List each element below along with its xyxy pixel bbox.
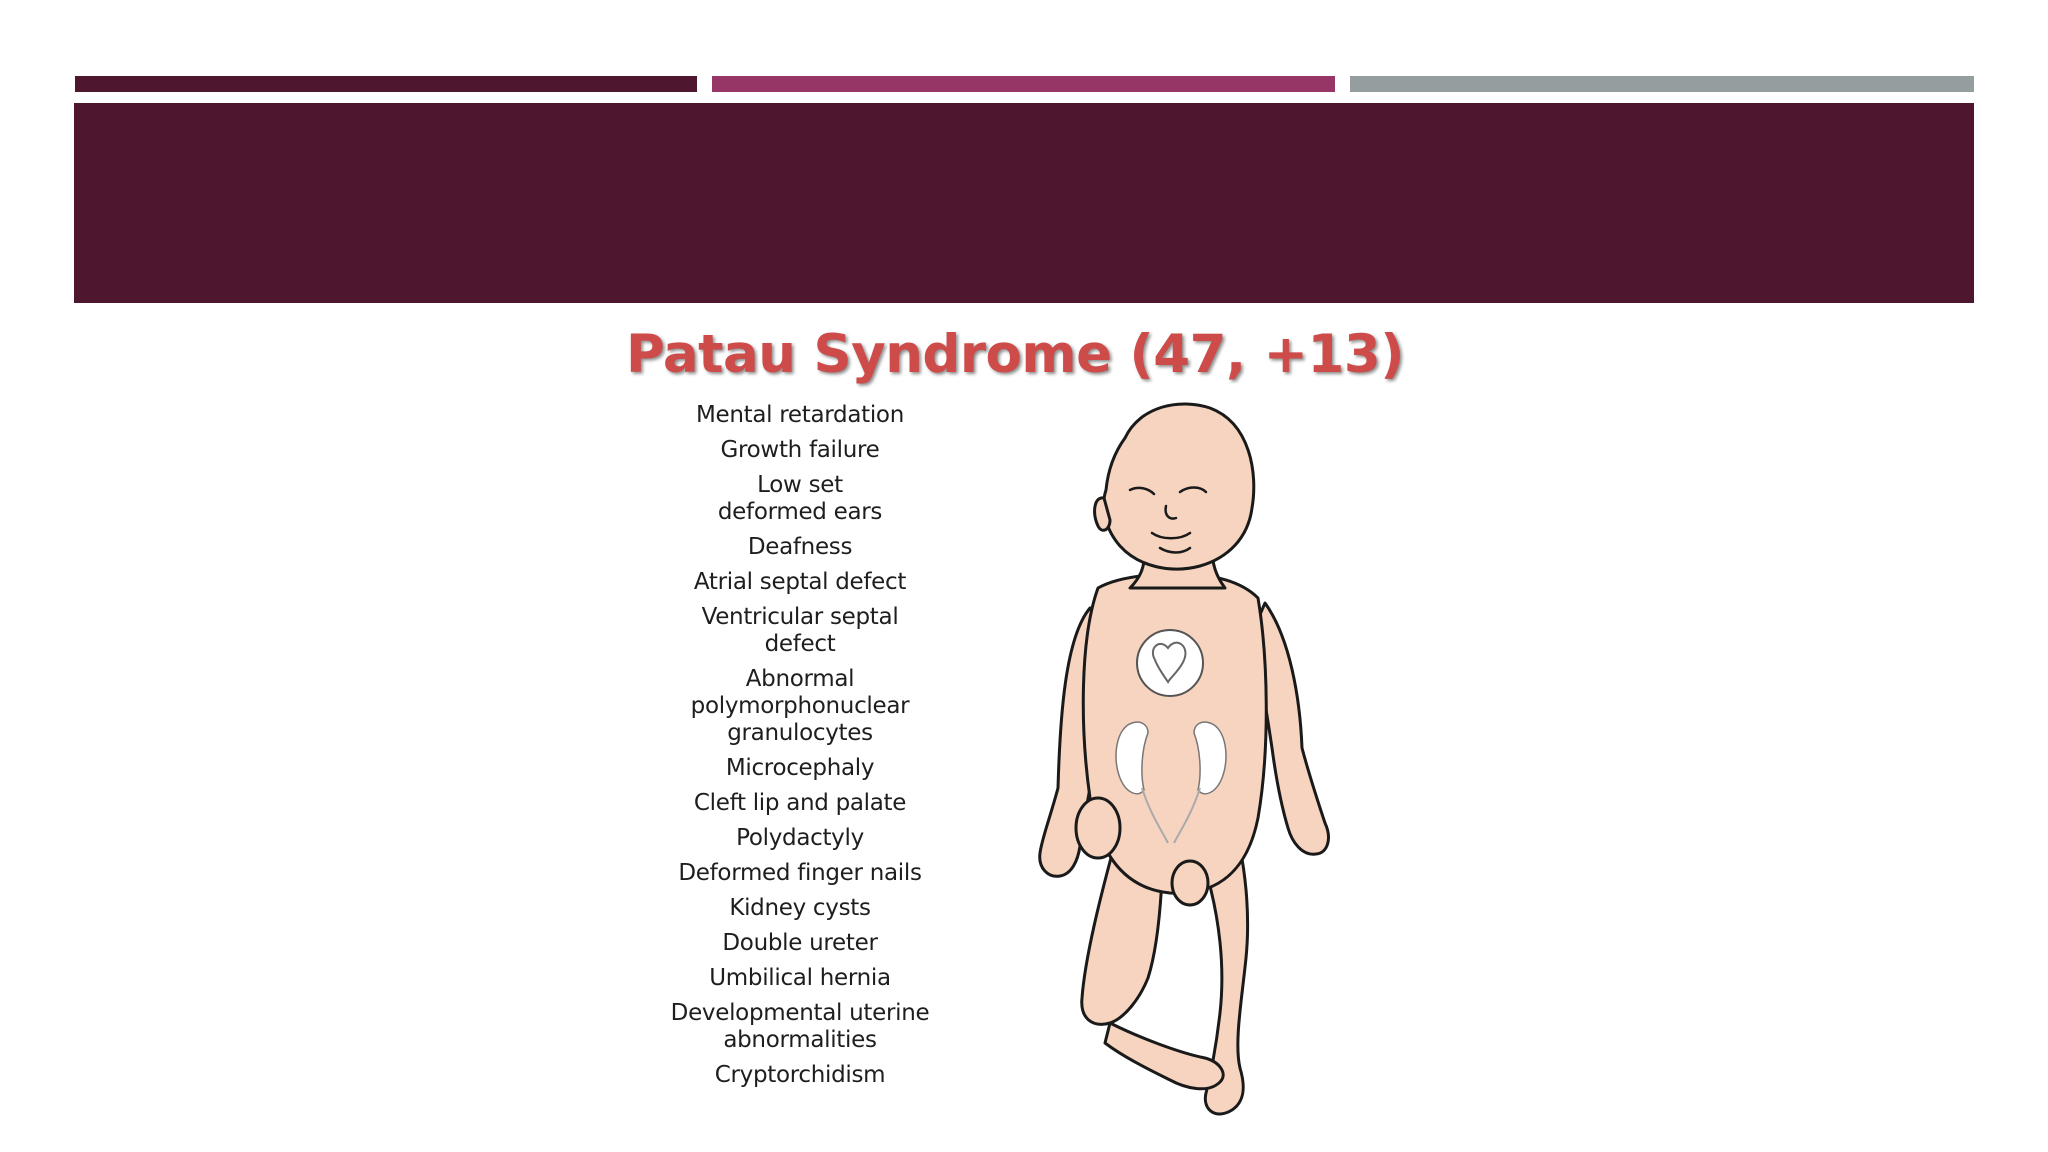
feature-item: Polydactyly xyxy=(736,825,864,851)
feature-list xyxy=(650,402,950,1097)
feature-item: Low set deformed ears xyxy=(717,472,883,525)
feature-item: Mental retardation xyxy=(695,402,904,428)
feature-item: Atrial septal defect xyxy=(693,569,907,595)
feature-item: Kidney cysts xyxy=(729,895,871,921)
figure-title: Patau Syndrome (47, +13) xyxy=(626,324,1404,385)
feature-item: Growth failure xyxy=(720,437,880,463)
feature-item: Microcephaly xyxy=(725,755,875,781)
feature-item: Developmental uterine abnormalities xyxy=(670,1000,930,1053)
crossed-shin xyxy=(1105,1023,1223,1089)
accent-bar-gray xyxy=(1350,76,1974,92)
slide-title-band xyxy=(74,103,1974,303)
feature-item: Double ureter xyxy=(722,930,878,956)
accent-bar-magenta xyxy=(712,76,1335,92)
patau-figure xyxy=(600,316,1430,1152)
feature-item: Deformed finger nails xyxy=(678,860,922,886)
feature-item: Abnormal polymorphonuclear granulocytes xyxy=(690,666,910,746)
feature-item: Cryptorchidism xyxy=(714,1062,886,1088)
feature-item: Umbilical hernia xyxy=(709,965,891,991)
infant-illustration xyxy=(1020,398,1350,1128)
head xyxy=(1104,404,1254,569)
accent-bar-dark xyxy=(75,76,697,92)
genital-region xyxy=(1172,861,1208,905)
feature-item: Deafness xyxy=(747,534,853,560)
umbilical-hernia xyxy=(1076,798,1120,858)
feature-item: Cleft lip and palate xyxy=(693,790,907,816)
feature-item: Ventricular septal defect xyxy=(701,604,899,657)
